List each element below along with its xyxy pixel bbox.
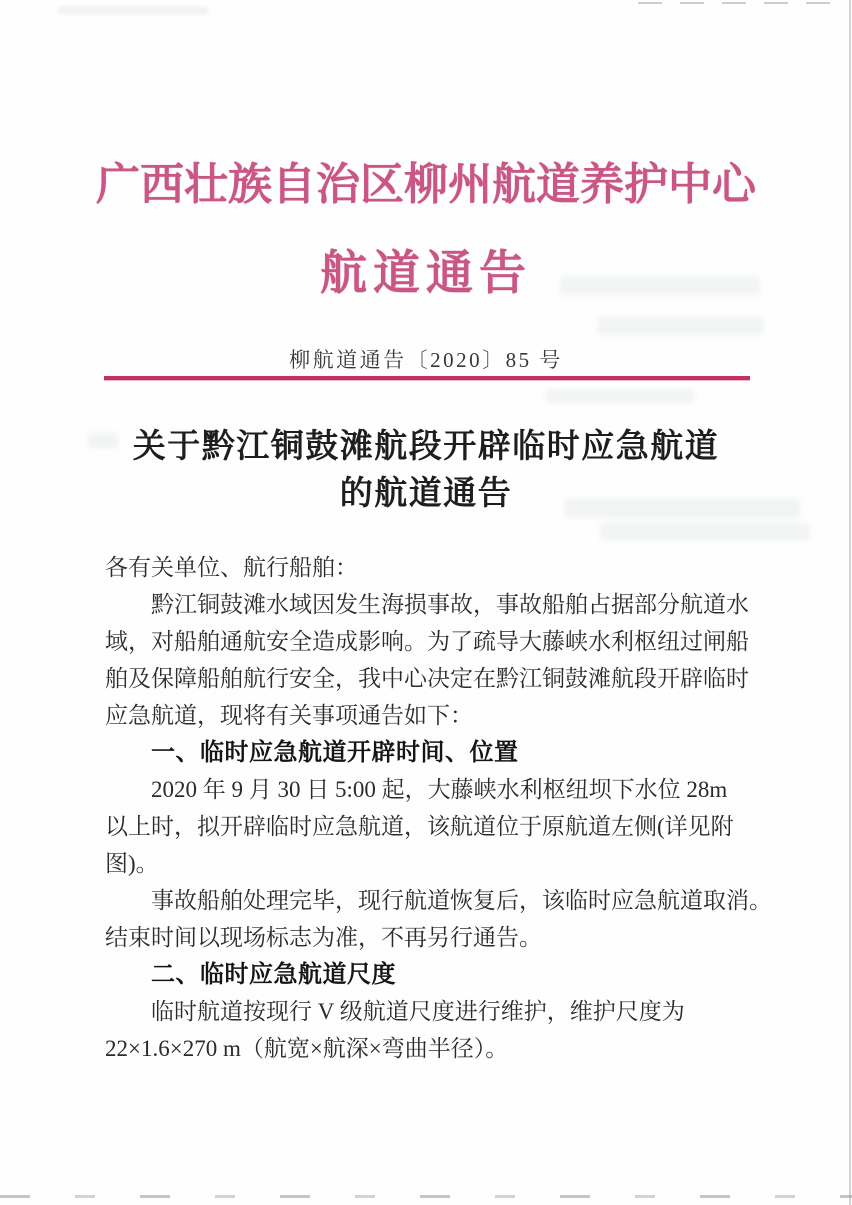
notice-title [0,424,852,518]
notice-body [105,549,772,1067]
body-line: 舶及保障船舶航行安全，我中心决定在黔江铜鼓滩航段开辟临时 [105,666,749,691]
scan-edge-bottom [0,1195,852,1198]
body-line: 结束时间以现场标志为准，不再另行通告。 [105,925,542,950]
body-line: 2020 年 9 月 30 日 5:00 起，大藤峡水利枢纽坝下水位 28m [151,777,728,802]
document-type-title: 航道通告 [320,248,532,300]
notice-title-line-2: 的航道通告 [339,476,513,512]
salutation: 各有关单位、航行船舶： [105,555,358,580]
masthead-divider-rule [104,376,750,380]
body-line: 图)。 [105,851,159,876]
body-line: 22×1.6×270 m（航宽×航深×弯曲半径）。 [105,1036,509,1061]
notice-title-line-1: 关于黔江铜鼓滩航段开辟临时应急航道 [132,429,720,465]
bleed-through-mark [600,523,810,540]
body-line: 域，对船舶通航安全造成影响。为了疏导大藤峡水利枢纽过闸船 [105,629,749,654]
document-number: 柳航道通告〔2020〕85 号 [289,348,563,372]
bleed-through-mark [545,390,695,403]
section-1-heading: 一、临时应急航道开辟时间、位置 [151,739,519,766]
issuing-organization-name: 广西壮族自治区柳州航道养护中心 [96,160,756,209]
scan-smudge [58,7,208,14]
body-line: 黔江铜鼓滩水域因发生海损事故，事故船舶占据部分航道水 [151,592,749,617]
body-line: 事故船舶处理完毕，现行航道恢复后，该临时应急航道取消。 [151,888,772,913]
scan-edge-top [638,2,848,4]
body-line: 应急航道，现将有关事项通告如下： [105,703,473,728]
body-line: 临时航道按现行 V 级航道尺度进行维护，维护尺度为 [151,999,685,1024]
bleed-through-mark [598,317,763,335]
section-2-heading: 二、临时应急航道尺度 [151,961,396,988]
body-line: 以上时，拟开辟临时应急航道，该航道位于原航道左侧(详见附 [105,814,734,839]
